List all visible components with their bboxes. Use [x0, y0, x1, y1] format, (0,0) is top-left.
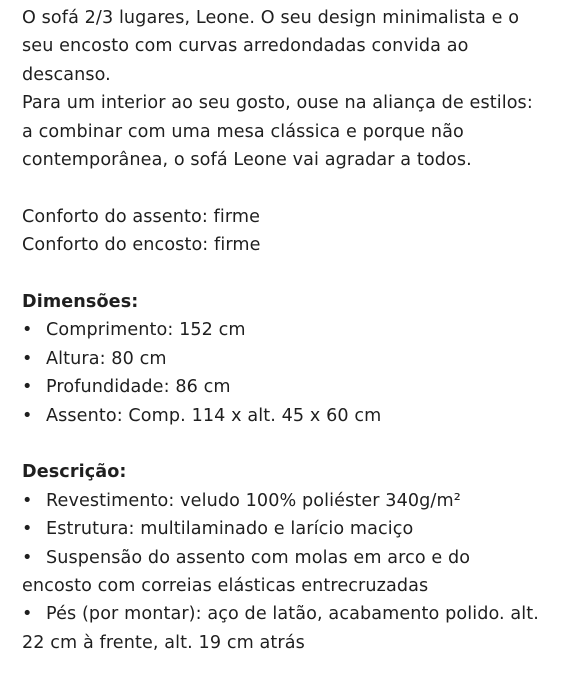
list-item	[22, 316, 545, 344]
description-text: Revestimento: veludo 100% poliéster 340g/m²	[46, 490, 461, 511]
list-item	[22, 345, 545, 373]
list-item	[22, 515, 545, 543]
dimensions-heading: Dimensões:	[22, 292, 139, 313]
bullet: •	[22, 519, 33, 540]
list-item	[22, 487, 545, 515]
spacer	[22, 260, 545, 288]
intro-paragraph-2: Para um interior ao seu gosto, ouse na aliança de estilos: a combinar com uma mesa clássica e porque não contemporânea, o sofá Leone vai agradar a todos.	[22, 93, 533, 171]
spacer	[22, 174, 545, 202]
bullet: •	[22, 377, 33, 398]
description-list	[22, 487, 545, 657]
description-text: Estrutura: multilaminado e larício maciço	[46, 519, 414, 540]
dimension-text: Altura: 80 cm	[46, 348, 167, 369]
seat-comfort: Conforto do assento: firme	[22, 206, 261, 227]
back-comfort: Conforto do encosto: firme	[22, 235, 261, 256]
dimension-text: Profundidade: 86 cm	[46, 377, 231, 398]
list-item	[22, 402, 545, 430]
product-description	[22, 4, 545, 657]
list-item	[22, 600, 545, 657]
bullet: •	[22, 490, 33, 511]
list-item	[22, 544, 545, 601]
dimensions-list	[22, 316, 545, 430]
bullet: •	[22, 604, 33, 625]
dimension-text: Comprimento: 152 cm	[46, 320, 246, 341]
dimension-text: Assento: Comp. 114 x alt. 45 x 60 cm	[46, 405, 382, 426]
list-item	[22, 373, 545, 401]
spacer	[22, 430, 545, 458]
bullet: •	[22, 320, 33, 341]
description-text: Pés (por montar): aço de latão, acabamento polido. alt. 22 cm à frente, alt. 19 cm atrás	[22, 604, 539, 653]
bullet: •	[22, 547, 33, 568]
bullet: •	[22, 348, 33, 369]
intro-paragraph-1: O sofá 2/3 lugares, Leone. O seu design minimalista e o seu encosto com curvas arredondadas convida ao descanso.	[22, 8, 520, 85]
bullet: •	[22, 405, 33, 426]
description-heading: Descrição:	[22, 462, 127, 483]
description-text: Suspensão do assento com molas em arco e do encosto com correias elásticas entrecruzadas	[22, 547, 471, 597]
